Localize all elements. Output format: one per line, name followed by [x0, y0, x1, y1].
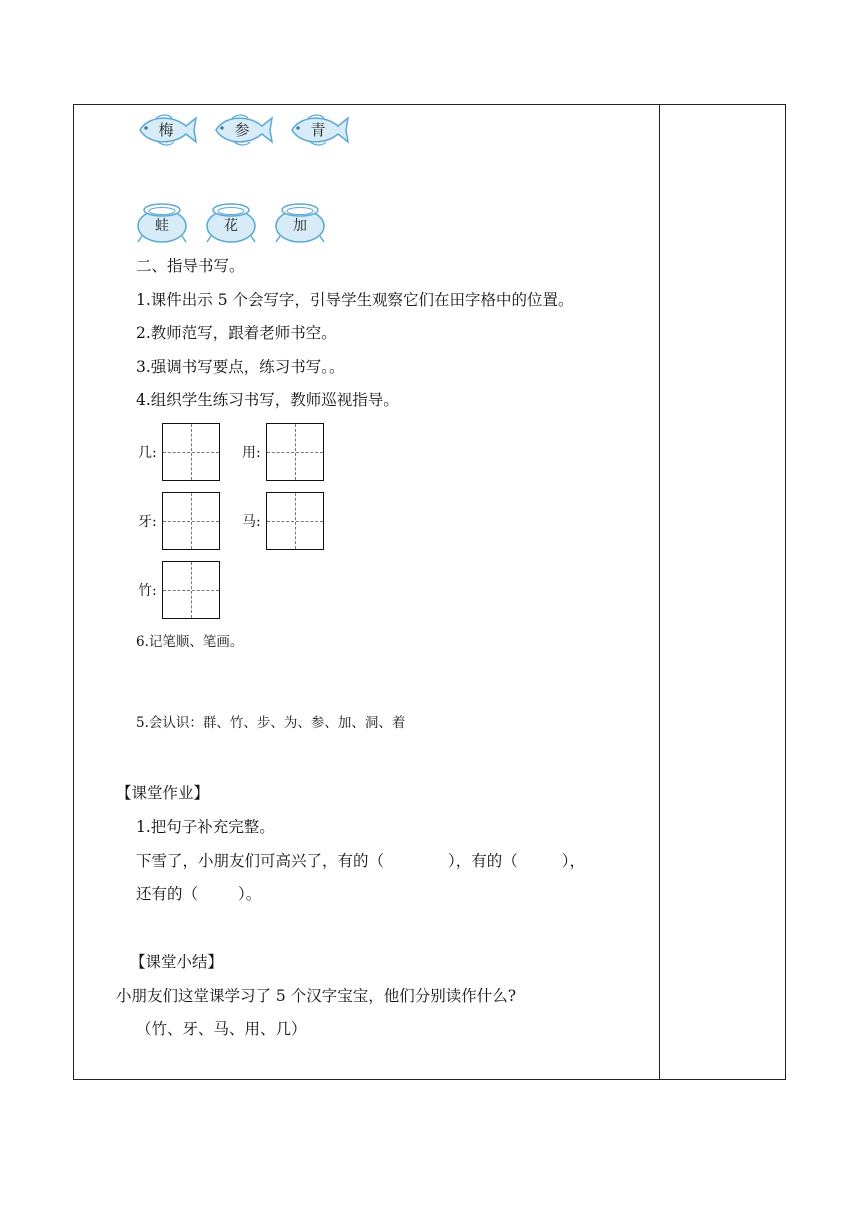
homework-task: 1.把句子补充完整。: [136, 818, 275, 836]
grid-label: 用:: [242, 445, 261, 461]
pot-card-3: [274, 200, 326, 244]
pot-card-1: [136, 200, 188, 244]
fish-card-char: 参: [234, 121, 250, 139]
step-item: 1.课件出示 5 个会写字，引导学生观察它们在田字格中的位置。: [136, 291, 574, 309]
grid-label: 牙:: [138, 514, 157, 530]
fish-card-char: 青: [310, 121, 326, 139]
fish-card-2: [212, 110, 274, 150]
writing-grid: [162, 492, 220, 550]
step-item: 2.教师范写，跟着老师书空。: [136, 324, 337, 342]
writing-grid: [162, 423, 220, 481]
summary-answer: （竹、牙、马、用、几）: [136, 1020, 307, 1038]
fish-card-char: 梅: [158, 121, 174, 139]
homework-heading: 【课堂作业】: [116, 784, 210, 802]
writing-grid: [266, 423, 324, 481]
table-column-divider: [659, 105, 660, 1079]
writing-grid: [162, 561, 220, 619]
pot-card-char: 加: [293, 218, 307, 234]
step-item: 5.会认识：群、竹、步、为、参、加、洞、着: [136, 715, 406, 731]
step-item: 4.组织学生练习书写，教师巡视指导。: [136, 391, 399, 409]
grid-label: 竹:: [138, 583, 157, 599]
step-item: 6.记笔顺、笔画。: [136, 634, 244, 650]
summary-question: 小朋友们这堂课学习了 5 个汉字宝宝，他们分别读作什么?: [116, 987, 517, 1005]
summary-heading: 【课堂小结】: [130, 953, 224, 971]
homework-sentence: 下雪了，小朋友们可高兴了，有的（ ），有的（ ），: [136, 852, 586, 870]
pot-card-char: 蛙: [155, 218, 169, 234]
fish-card-3: [288, 110, 350, 150]
step-item: 3.强调书写要点，练习书写。。: [136, 358, 345, 376]
pot-card-2: [205, 200, 257, 244]
writing-grid: [266, 492, 324, 550]
grid-label: 马:: [242, 514, 261, 530]
homework-sentence: 还有的（ ）。: [136, 885, 262, 903]
section-heading: 二、指导书写。: [136, 257, 245, 275]
fish-card-1: [136, 110, 198, 150]
grid-label: 几:: [138, 445, 157, 461]
pot-card-char: 花: [224, 218, 238, 234]
